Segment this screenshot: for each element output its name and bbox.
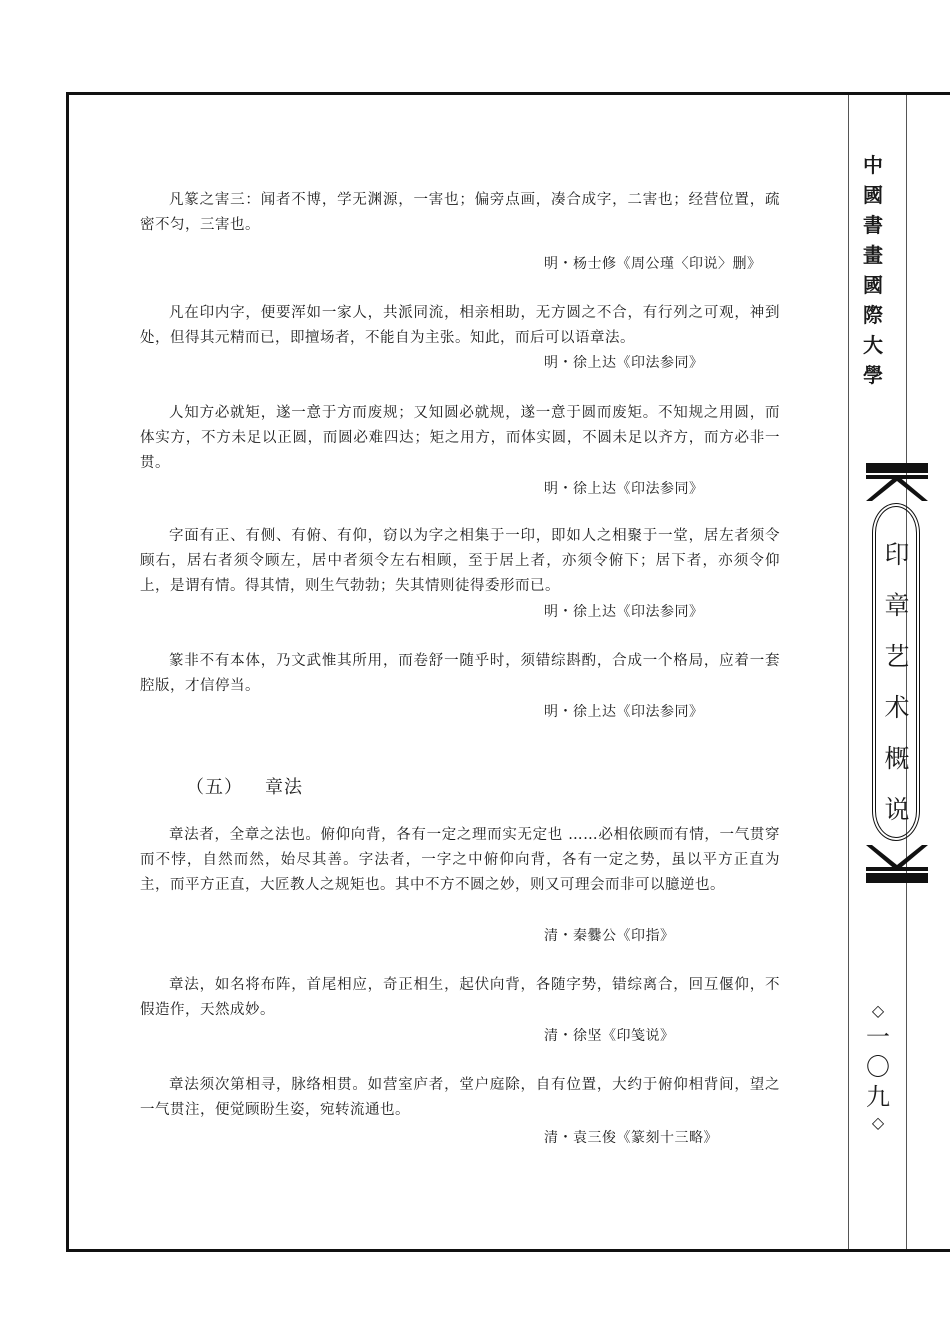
paragraph: 人知方必就矩，遂一意于方而废规；又知圆必就规，遂一意于圆而废矩。不知规之用圆，而体实方，不方未足以正圆，而圆必难四达；矩之用方，而体实圆，不圆未足以齐方，而方必非一贯。 bbox=[140, 405, 780, 471]
book-title-cartouche bbox=[866, 463, 928, 883]
book-title: 印 章 艺 术 概 说 bbox=[884, 540, 910, 824]
paragraph: 章法须次第相寻，脉络相贯。如营室庐者，堂户庭除，自有位置，大约于俯仰相背间，望之一气贯注，便觉顾盼生姿，宛转流通也。 bbox=[140, 1077, 780, 1118]
paragraph: 字面有正、有侧、有俯、有仰，窃以为字之相集于一印，即如人之相聚于一堂，居左者须令顾右，居右者须令顾左，居中者须令左右相顾，至于居上者，亦须令俯下；居下者，亦须令仰上，是谓有情。得其情，则生气勃勃；失其情则徒得委形而已。 bbox=[140, 528, 780, 594]
citation: 明・徐上达《印法参同》 bbox=[544, 604, 704, 620]
paragraph: 凡篆之害三：闻者不博，学无渊源，一害也；偏旁点画，凑合成字，二害也；经营位置，疏密不匀，三害也。 bbox=[140, 192, 780, 233]
diamond-icon: ◇ bbox=[871, 1113, 885, 1132]
side-rule bbox=[848, 95, 849, 1249]
paragraph: 章法者，全章之法也。俯仰向背，各有一定之理而实无定也 ……必相依顾而有情，一气贯穿而不悖，自然而然，始尽其善。字法者，一字之中俯仰向背，各有一定之势，虽以平方正直为主，而平方正直，大匠教人之规矩也。其中不方不圆之妙，则又可理会而非可以臆逆也。 bbox=[140, 827, 780, 893]
citation: 清・徐坚《印笺说》 bbox=[544, 1028, 675, 1044]
ornament-bar bbox=[866, 873, 928, 883]
journal-title: 中 國 書 畫 國 際 大 學 bbox=[863, 153, 883, 387]
ornament-chevron bbox=[866, 475, 928, 501]
citation: 明・徐上达《印法参同》 bbox=[544, 355, 704, 371]
citation: 明・徐上达《印法参同》 bbox=[544, 704, 704, 720]
citation: 明・徐上达《印法参同》 bbox=[544, 481, 704, 497]
citation: 清・袁三俊《篆刻十三略》 bbox=[544, 1130, 718, 1146]
paragraph: 凡在印内字，便要浑如一家人，共派同流，相亲相助，无方圆之不合，有行列之可观，神到处，但得其元精而已，即擅场者，不能自为主张。知此，而后可以语章法。 bbox=[140, 305, 780, 346]
diamond-icon: ◇ bbox=[871, 1001, 885, 1020]
paragraph: 章法，如名将布阵，首尾相应，奇正相生，起伏向背，各随字势，错综离合，回互偃仰，不假造作，天然成妙。 bbox=[140, 977, 780, 1018]
section-title: 章法 bbox=[265, 777, 303, 798]
ornament-bar bbox=[866, 463, 928, 473]
paragraph: 篆非不有本体，乃文武惟其所用，而卷舒一随乎时，须错综斟酌，合成一个格局，应着一套腔版，才信停当。 bbox=[140, 653, 780, 694]
section-number: （五） bbox=[186, 777, 243, 798]
citation: 明・杨士修《周公瑾〈印说〉删》 bbox=[544, 256, 762, 272]
citation: 清・秦爨公《印指》 bbox=[544, 928, 675, 944]
section-heading bbox=[186, 773, 303, 799]
ornament-chevron bbox=[866, 845, 928, 871]
page-number: ◇ 一 〇 九 ◇ bbox=[866, 1001, 890, 1132]
